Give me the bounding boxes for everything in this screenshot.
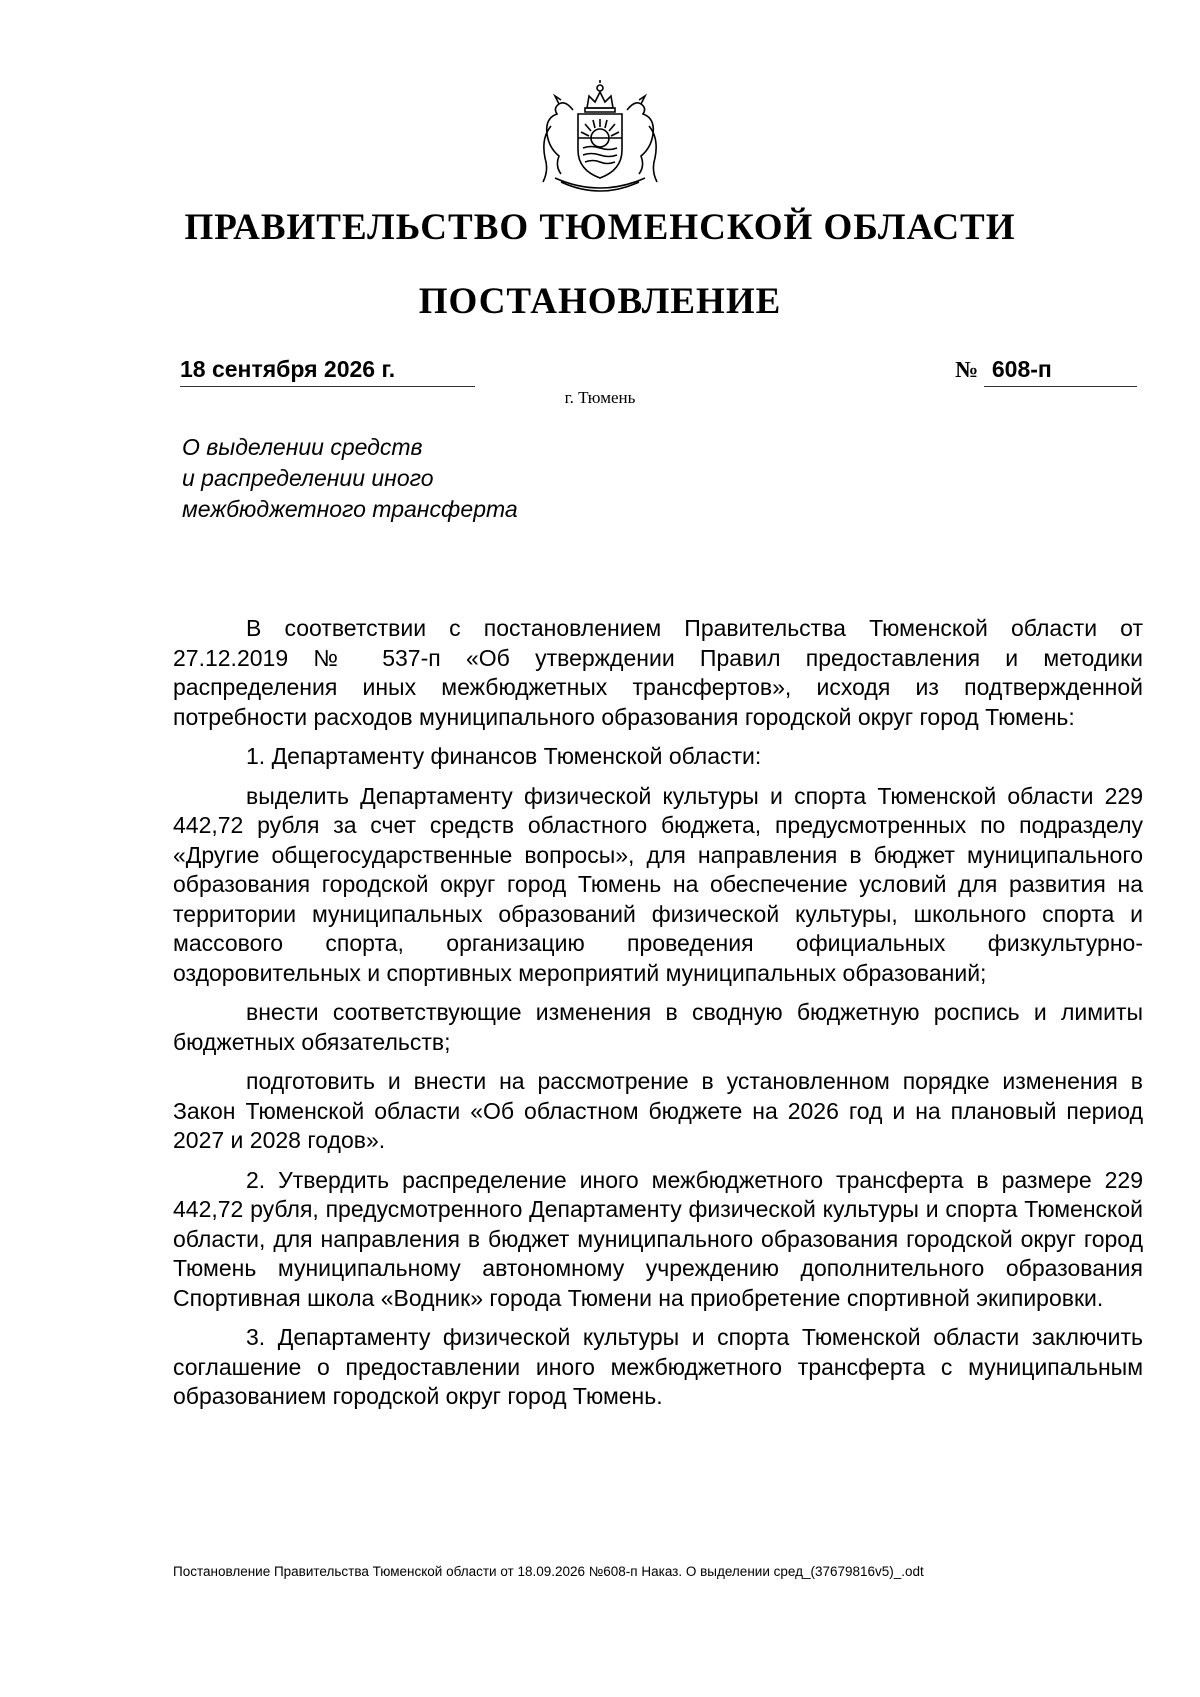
body-paragraph: 1. Департаменту финансов Тюменской области: [246,743,762,769]
document-body [173,614,1143,1422]
government-title: ПРАВИТЕЛЬСТВО ТЮМЕНСКОЙ ОБЛАСТИ [184,207,1016,248]
document-number-block [955,356,1137,387]
subject-line: и распределении иного [182,465,434,491]
document-date: 18 сентября 2026 г. [180,356,475,387]
coat-of-arms-icon [515,78,685,198]
number-sign: № [955,357,979,382]
city-label: г. Тюмень [564,388,636,407]
subject-line: О выделении средств [182,434,423,460]
document-number: 608-п [984,356,1137,387]
body-paragraph: внести соответствующие изменения в сводную бюджетную роспись и лимиты бюджетных обязательств; [173,999,1143,1055]
body-paragraph: 2. Утвердить распределение иного межбюджетного трансферта в размере 229 442,72 рубля, предусмотренного Департаменту физической культуры и спорта Тюменской области, для направления в бюджет муниципального образования городской округ город Тюмень муниципальному автономному учреждению дополнительного образования Спортивная школа «Водник» города Тюмени на приобретение спортивной экипировки. [173,1166,1143,1311]
document-subject [182,432,518,525]
body-paragraph: В соответствии с постановлением Правительства Тюменской области от 27.12.2019 № 537-п «Об утверждении Правил предоставления и методики распределения иных межбюджетных трансфертов», исходя из подтвержденной потребности расходов муниципального образования городской округ город Тюмень: [173,615,1143,730]
subject-line: межбюджетного трансферта [182,496,518,522]
body-paragraph: подготовить и внести на рассмотрение в установленном порядке изменения в Закон Тюменской области «Об областном бюджете на 2026 год и на плановый период 2027 и 2028 годов». [173,1068,1143,1153]
document-type: ПОСТАНОВЛЕНИЕ [418,281,782,322]
page-footer: Постановление Правительства Тюменской области от 18.09.2026 №608-п Наказ. О выделении сред_(37679816v5)_.odt [173,1564,924,1579]
body-paragraph: выделить Департаменту физической культуры и спорта Тюменской области 229 442,72 рубля за счет средств областного бюджета, предусмотренных по подразделу «Другие общегосударственные вопросы», для направления в бюджет муниципального образования городской округ город Тюмень на обеспечение условий для развития на территории муниципальных образований физической культуры, школьного спорта и массового спорта, организацию проведения официальных физкультурно-оздоровительных и спортивных мероприятий муниципальных образований; [173,782,1143,986]
body-paragraph: 3. Департаменту физической культуры и спорта Тюменской области заключить соглашение о предоставлении иного межбюджетного трансферта с муниципальным образованием городской округ город Тюмень. [173,1324,1143,1409]
